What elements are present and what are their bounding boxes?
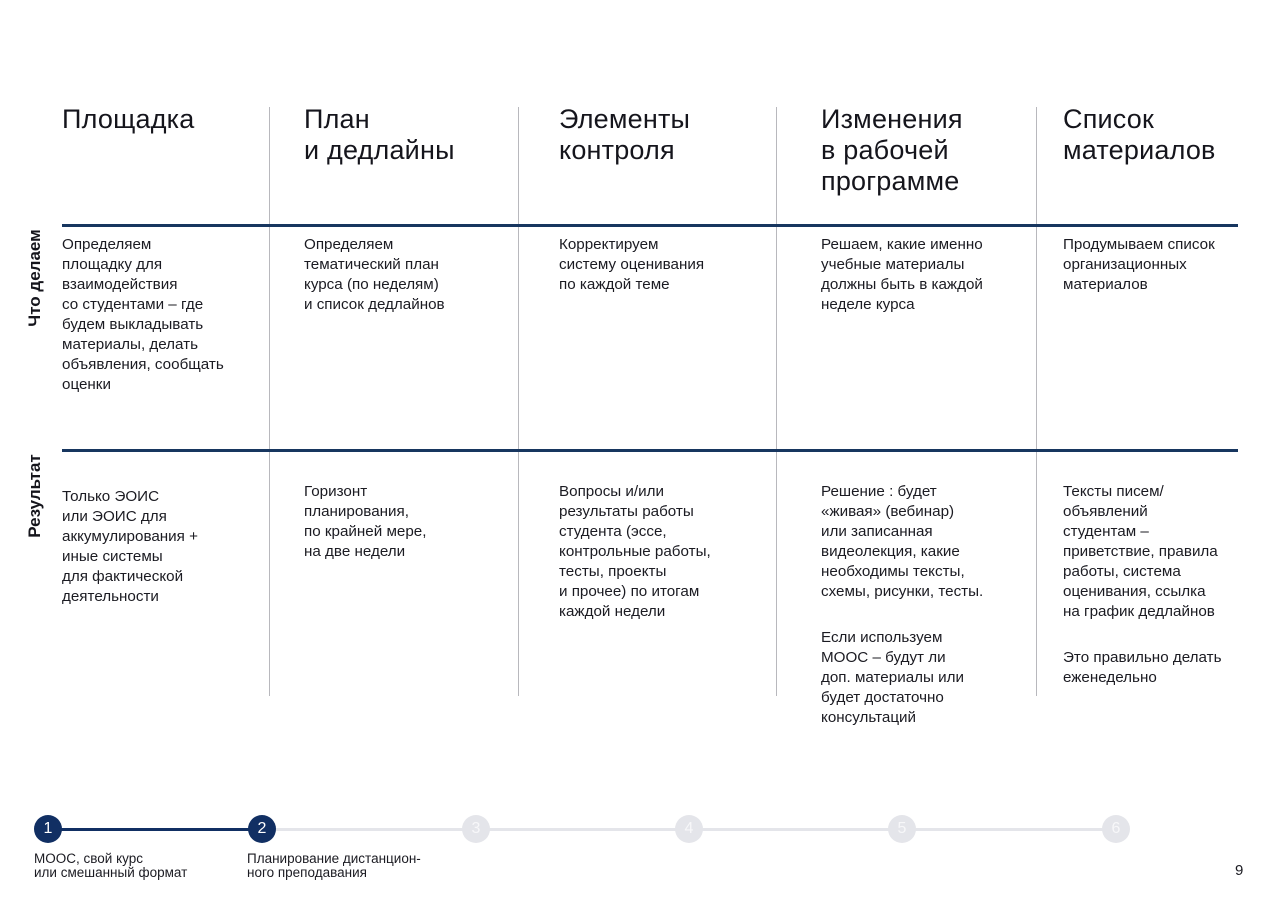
- cell-result-plan: [304, 462, 509, 582]
- row-label-result: Результат: [25, 454, 44, 538]
- step-4[interactable]: 4: [675, 815, 703, 843]
- step-5[interactable]: 5: [888, 815, 916, 843]
- cell-paragraph: Это правильно делать еженедельно: [1063, 649, 1222, 686]
- cell-result-changes: [821, 462, 1031, 748]
- cell-result-platform: [62, 467, 262, 627]
- cell-paragraph: Вопросы и/или результаты работы студента (эссе, контрольные работы, тесты, проекты и прочее) по итогам каждой недели: [559, 483, 711, 620]
- cell-paragraph: Тексты писем/ объявлений студентам – приветствие, правила работы, система оценивания, ссылка на график дедлайнов: [1063, 483, 1218, 620]
- step-1[interactable]: 1: [34, 815, 62, 843]
- column-divider: [269, 107, 270, 696]
- cell-paragraph: Только ЭОИС или ЭОИС для аккумулирования + иные системы для фактической деятельности: [62, 488, 198, 605]
- step-6[interactable]: 6: [1102, 815, 1130, 843]
- column-divider: [776, 107, 777, 696]
- column-title-platform: Площадка: [62, 104, 195, 134]
- page-number: 9: [1235, 862, 1244, 879]
- step-3[interactable]: 3: [462, 815, 490, 843]
- step-1-label: MOOC, свой курс или смешанный формат: [34, 851, 188, 880]
- cell-what-we-do-materials: Продумываем список организационных материалов: [1063, 236, 1215, 293]
- cell-paragraph: Если используем MOOC – будут ли доп. материалы или будет достаточно консультаций: [821, 629, 964, 726]
- cell-result-control: [559, 462, 769, 642]
- column-title-control-elements: Элементы контроля: [559, 104, 691, 165]
- cell-paragraph: Решение : будет «живая» (вебинар) или записанная видеолекция, какие необходимы тексты, схемы, рисунки, тесты.: [821, 483, 984, 600]
- column-title-program-changes: Изменения в рабочей программе: [821, 104, 963, 196]
- column-divider: [1036, 107, 1037, 696]
- row-divider-what-we-do: [62, 224, 1238, 227]
- row-label-what-we-do: Что делаем: [25, 229, 44, 327]
- cell-paragraph: Горизонт планирования, по крайней мере, на две недели: [304, 483, 427, 560]
- stepper-track-completed: [48, 828, 262, 831]
- cell-what-we-do-plan: Определяем тематический план курса (по неделям) и список дедлайнов: [304, 236, 445, 313]
- row-divider-result: [62, 449, 1238, 452]
- cell-result-materials: [1063, 462, 1263, 708]
- cell-what-we-do-control: Корректируем систему оценивания по каждой теме: [559, 236, 705, 293]
- column-title-plan-deadlines: План и дедлайны: [304, 104, 455, 165]
- column-divider: [518, 107, 519, 696]
- cell-what-we-do-platform: Определяем площадку для взаимодействия со студентами – где будем выкладывать материалы, делать объявления, сообщать оценки: [62, 236, 224, 393]
- cell-what-we-do-changes: Решаем, какие именно учебные материалы должны быть в каждой неделе курса: [821, 236, 983, 313]
- column-title-materials-list: Список материалов: [1063, 104, 1216, 165]
- step-2-label: Планирование дистанцион- ного преподавания: [247, 851, 421, 880]
- step-2[interactable]: 2: [248, 815, 276, 843]
